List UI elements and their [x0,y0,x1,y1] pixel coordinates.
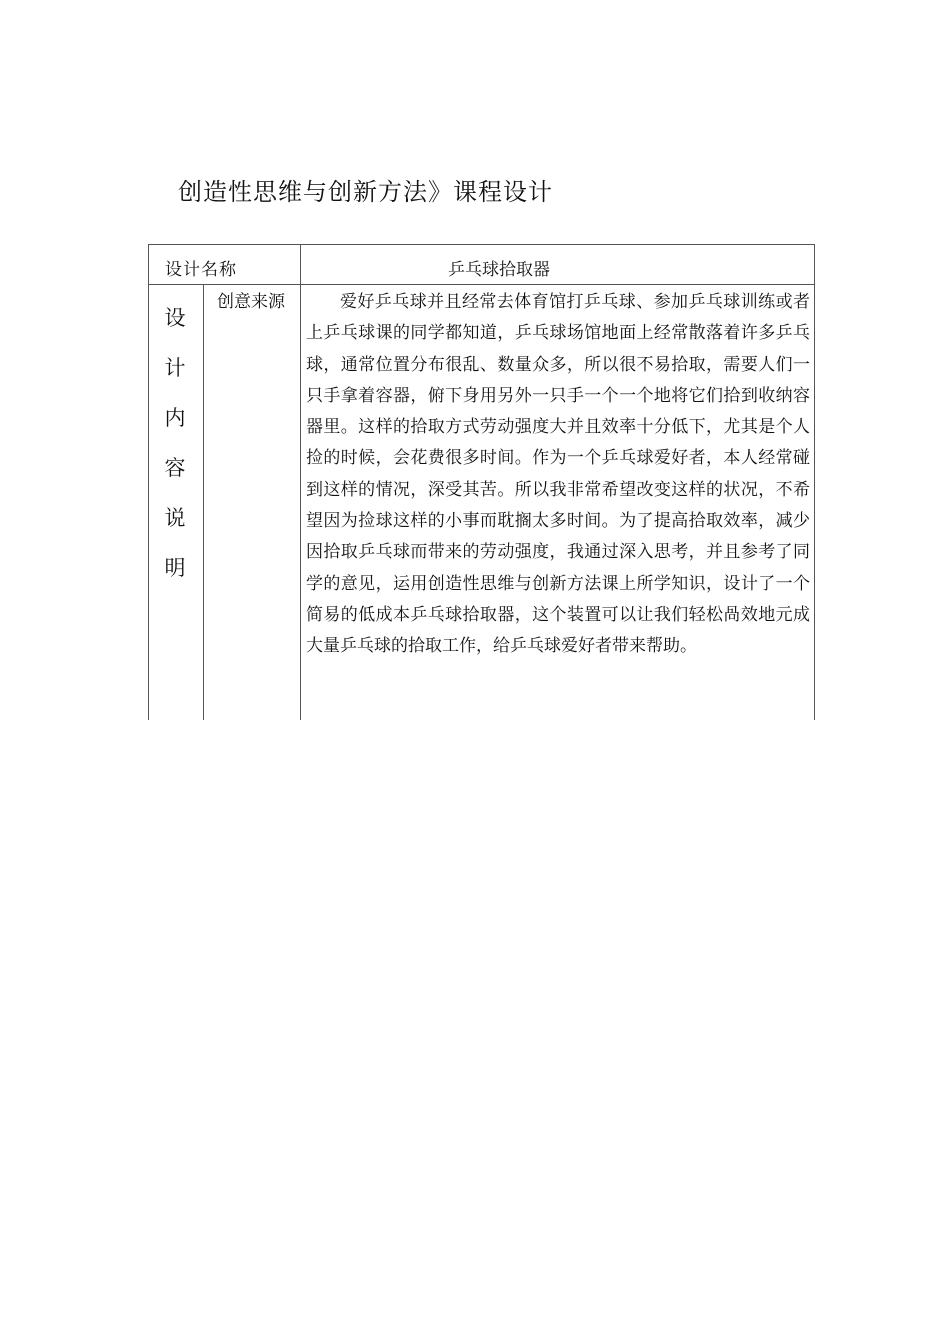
idea-source-label: 创意来源 [217,292,285,312]
section-label-char: 设 [164,306,186,330]
design-name-value: 乒乓球拾取器 [448,260,550,280]
section-label-char: 说 [164,506,186,530]
section-label-char: 容 [164,456,186,480]
table-column-divider-main [300,244,301,720]
table-border-right [814,244,815,720]
table-border-top [148,244,815,245]
document-title: 创造性思维与创新方法》课程设计 [178,178,553,206]
idea-source-text: 爱好乒乓球并且经常去体育馆打乒乓球、参加乒乓球训练或者上乒乓球课的同学都知道，乒乓球场馆地面上经常散落着许多乒乓球，通常位置分布很乱、数量众多，所以很不易拾取，需要人们一只手拿着容器，俯下身用另外一只手一个一个地将它们拾到收纳容器里。这样的拾取方式劳动强度大并且效率十分低下，尤其是个人捡的时候，会花费很多时间。作为一个乒乓球爱好者，本人经常碰到这样的情况，深受其苦。所以我非常希望改变这样的状况，不希望因为捡球这样的小事而耽搁太多时间。为了提高拾取效率，减少因拾取乒乓球而带来的劳动强度，我通过深入思考，并且参考了同学的意见，运用创造性思维与创新方法课上所学知识，设计了一个简易的低成本乒乓球拾取器，这个装置可以让我们轻松咼效地元成大量乒乓球的拾取工作，给乒乓球爱好者带来帮助。 [306,292,810,657]
section-label-char: 计 [164,356,186,380]
table-column-divider-sub [203,284,204,720]
section-label-char: 明 [164,556,186,580]
table-row-divider [148,284,815,285]
section-label-vertical [160,298,190,598]
design-name-label: 设计名称 [165,260,237,280]
table-border-left [148,244,149,720]
section-label-char: 内 [164,406,186,430]
